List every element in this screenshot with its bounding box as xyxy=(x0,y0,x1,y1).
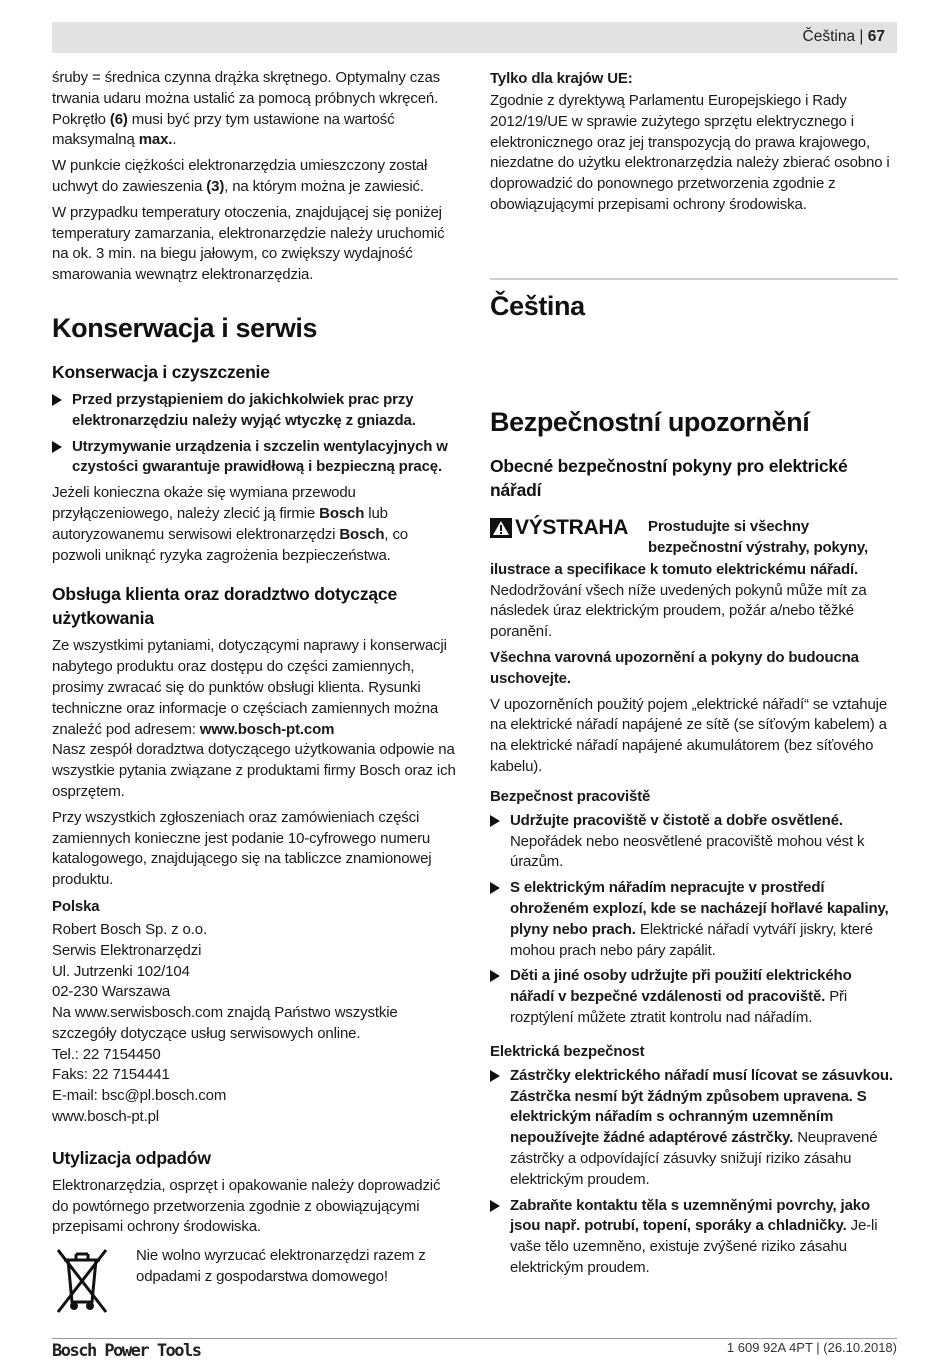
bullet-arrow-icon xyxy=(490,815,500,827)
disposal-paragraph: Elektronarzędzia, osprzęt i opakowanie należy doprowadzić do powtórnego przetworzenia zgodnie z obowiązującymi przepisami ochrony środowiska. xyxy=(52,1176,441,1236)
weee-notice xyxy=(52,1246,460,1318)
country-heading: Polska xyxy=(52,897,100,915)
bullet-arrow-icon xyxy=(490,1070,500,1082)
electrical-bullet-1: Zástrčky elektrického nářadí musí lícovat se zásuvkou. Zástrčka nesmí být žádným způsobem upravena. S elektrickým nářadím s ochranným uzemněním nepoužívejte žádné adaptérové zástrčky. Neupravené zástrčky a odpovídající zásuvky snižují riziko zásahu elektrickým proudem. xyxy=(490,1066,898,1191)
address-line: Robert Bosch Sp. z o.o. xyxy=(52,920,207,938)
service-paragraph-1b: Nasz zespół doradztwa dotyczącego użytkowania odpowie na wszystkie pytania związane z produktami firmy Bosch oraz ich osprzętem. xyxy=(52,741,456,800)
service-paragraph-2: Przy wszystkich zgłoszeniach oraz zamówieniach części zamiennych konieczne jest podanie 10-cyfrowego numeru katalogowego, znajdującego się na tabliczce znamionowej produktu. xyxy=(52,808,432,889)
right-column xyxy=(490,68,898,1284)
ref-3: (3) xyxy=(206,177,225,195)
header-text xyxy=(803,28,885,46)
footer-divider xyxy=(52,1338,897,1339)
general-safety-heading: Obecné bezpečnostní pokyny pro elektrické nářadí xyxy=(490,455,848,500)
service-url: www.bosch-pt.com xyxy=(199,720,335,738)
warning-block xyxy=(490,516,898,560)
page-number: 67 xyxy=(867,28,885,45)
address-line: E-mail: bsc@pl.bosch.com xyxy=(52,1087,227,1105)
section-divider xyxy=(490,278,898,280)
footer-doc-code: 1 609 92A 4PT | (26.10.2018) xyxy=(726,1340,897,1355)
cleaning-bullet-1: Przed przystąpieniem do jakichkolwiek prac przy elektronarzędziu należy wyjąć wtyczkę z gniazda. xyxy=(52,390,460,432)
intro-paragraph-1: śruby = średnica czynna drążka skrętnego. Optymalny czas trwania udaru można ustalić za pomocą próbnych wkręceń. Pokrętło (6) musi być przy tym ustawione na wartość maksymalną max.. xyxy=(52,69,441,149)
keep-instructions: Všechna varovná upozornění a pokyny do budoucna uschovejte. xyxy=(490,648,859,687)
address-line: Na www.serwisbosch.com znajdą Państwo wszystkie szczegóły dotyczące usług serwisowych online. xyxy=(52,1004,398,1042)
address-line: 02-230 Warszawa xyxy=(52,983,171,1001)
header-separator: | xyxy=(859,28,864,45)
cable-paragraph: Jeżeli konieczna okaże się wymiana przewodu przyłączeniowego, należy zlecić ją firmie Bosch lub autoryzowanemu serwisowi elektronarzędzi Bosch, co pozwoli uniknąć ryzyka zagrożenia bezpieczeństwa. xyxy=(52,484,408,564)
intro-paragraph-3: W przypadku temperatury otoczenia, znajdującej się poniżej temperatury zamarzania, elektronarzędzie należy uruchomić na ok. 3 min. na biegu jałowym, co zwiększy wydajność smarowania wewnątrz elektronarzędzia. xyxy=(52,203,445,284)
address-line: Faks: 22 7154441 xyxy=(52,1066,170,1084)
electrical-heading: Elektrická bezpečnost xyxy=(490,1042,645,1060)
max-value: max. xyxy=(138,131,173,149)
address-block xyxy=(52,920,460,1128)
service-paragraph-1: Ze wszystkimi pytaniami, dotyczącymi naprawy i konserwacji nabytego produktu oraz dostępu do części zamiennych, prosimy zwracać się do punktów obsługi klienta. Rysunki techniczne oraz informacje o częściach zamiennych można znaleźć pod adresem: www.bosch-pt.com xyxy=(52,637,447,738)
warning-label: VÝSTRAHA xyxy=(490,518,628,539)
cleaning-bullet-2: Utrzymywanie urządzenia i szczelin wentylacyjnych w czystości gwarantuje prawidłową i bezpieczną pracę. xyxy=(52,437,460,479)
cleaning-heading: Konserwacja i czyszczenie xyxy=(52,361,270,382)
service-heading: Obsługa klienta oraz doradztwo dotyczące użytkowania xyxy=(52,584,397,629)
weee-text: Nie wolno wyrzucać elektronarzędzi razem z odpadami z gospodarstwa domowego! xyxy=(136,1247,426,1286)
page-header xyxy=(52,22,897,53)
footer-brand: Bosch Power Tools xyxy=(52,1341,201,1361)
disposal-heading: Utylizacja odpadów xyxy=(52,1147,211,1168)
address-line: Serwis Elektronarzędzi xyxy=(52,941,202,959)
crossed-out-wheelie-bin-icon xyxy=(52,1246,112,1318)
workplace-bullet-1: Udržujte pracoviště v čistotě a dobře osvětlené. Nepořádek nebo neosvětlené pracoviště mohou vést k úrazům. xyxy=(490,811,898,873)
maintenance-heading: Konserwacja i serwis xyxy=(52,312,318,343)
bullet-arrow-icon xyxy=(490,1200,500,1212)
header-language: Čeština xyxy=(802,28,856,45)
warning-triangle-icon xyxy=(490,518,512,538)
left-column xyxy=(52,68,460,1318)
bullet-arrow-icon xyxy=(52,394,62,406)
ref-6: (6) xyxy=(109,110,128,128)
warning-lead: Prostudujte si všechny bezpečnostní výstrahy, pokyny, xyxy=(648,517,869,556)
workplace-bullet-2: S elektrickým nářadím nepracujte v prostředí ohroženém explozí, kde se nacházejí hořlavé kapaliny, plyny nebo prach. Elektrické nářadí vytváří jiskry, které mohou prach nebo páry zapálit. xyxy=(490,878,898,961)
language-heading: Čeština xyxy=(490,290,585,321)
electrical-bullet-2: Zabraňte kontaktu těla s uzemněnými povrchy, jako jsou např. potrubí, topení, sporáky a chladničky. Je-li vaše tělo uzemněno, existuje zvýšené riziko zásahu elektrickým proudem. xyxy=(490,1196,898,1279)
workplace-heading: Bezpečnost pracoviště xyxy=(490,787,651,805)
address-line: www.bosch-pt.pl xyxy=(52,1108,159,1126)
warning-continuation: ilustrace a specifikace k tomuto elektrickému nářadí. xyxy=(490,560,859,578)
term-paragraph: V upozorněních použitý pojem „elektrické nářadí“ se vztahuje na elektrické nářadí napájené ze sítě (se síťovým kabelem) a na elektrické nářadí napájené akumulátorem (bez síťového kabelu). xyxy=(490,695,888,775)
eu-paragraph: Zgodnie z dyrektywą Parlamentu Europejskiego i Rady 2012/19/UE w sprawie zużytego sprzętu elektrycznego i elektronicznego oraz jej transpozycją do prawa krajowego, niezdatne do użytku elektronarzędzia należy zbierać osobno i doprowadzić do ponownego przetworzenia zgodnie z obowiązującymi przepisami ochrony środowiska. xyxy=(490,92,890,213)
bullet-arrow-icon xyxy=(490,882,500,894)
bullet-arrow-icon xyxy=(490,970,500,982)
address-line: Ul. Jutrzenki 102/104 xyxy=(52,962,190,980)
workplace-bullet-3: Děti a jiné osoby udržujte při použití elektrického nářadí v bezpečné vzdálenosti od pracoviště. Při rozptýlení můžete ztratit kontrolu nad nářadím. xyxy=(490,966,898,1028)
eu-heading: Tylko dla krajów UE: xyxy=(490,70,633,87)
bullet-arrow-icon xyxy=(52,441,62,453)
warning-paragraph: Nedodržování všech níže uvedených pokynů může mít za následek úraz elektrickým proudem, požár a/nebo těžké poranění. xyxy=(490,581,867,641)
intro-paragraph-2: W punkcie ciężkości elektronarzędzia umieszczony został uchwyt do zawieszenia (3), na którym można je zawiesić. xyxy=(52,157,428,195)
address-line: Tel.: 22 7154450 xyxy=(52,1045,161,1063)
safety-heading: Bezpečnostní upozornění xyxy=(490,406,810,437)
